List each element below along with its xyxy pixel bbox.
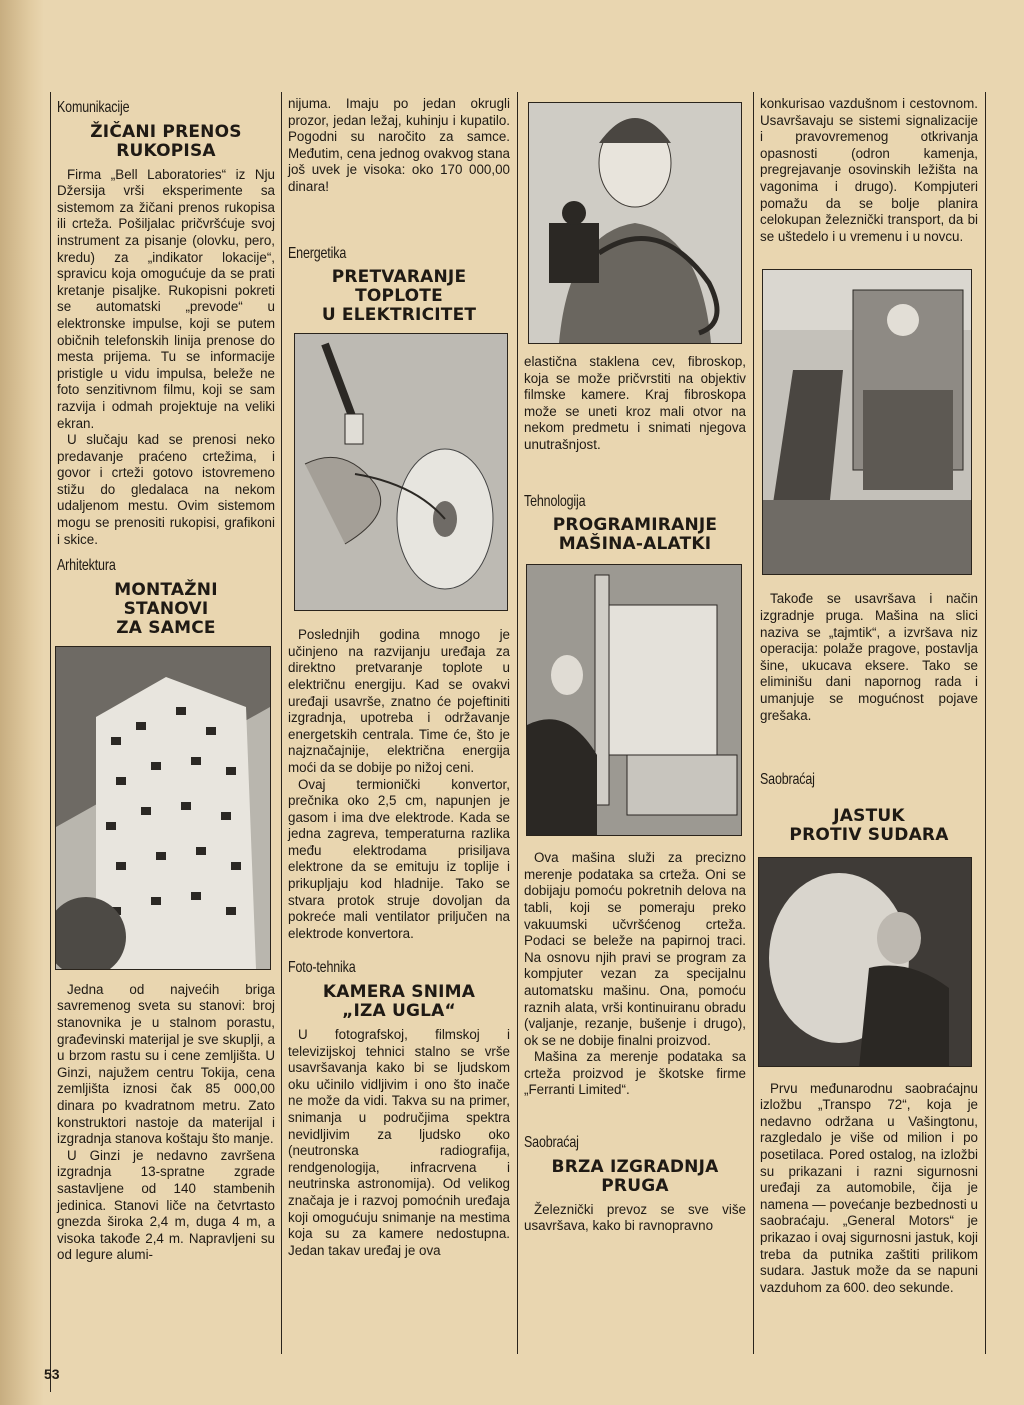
page-number: 53	[44, 1366, 60, 1382]
paragraph: Takođe se usavršava i način izgradnje pruga. Mašina na slici naziva se „tajmtik“, a izvršava niz operacija: polaže pragove, postavlja šine, ukucava eksere. Tako se eliminišu dani napornog rada i umanjuje se mogućnost pojave grešaka.	[760, 591, 978, 723]
thermionic-converter-photo	[294, 333, 508, 611]
column-rule	[985, 92, 986, 1354]
section-label: Foto-tehnika	[288, 959, 356, 977]
paragraph: U fotografskoj, filmskoj i televizijskoj tehnici stalno se vrše usavršavanja kako bi se ljudskom oku učinilo vidljivim i ono što inače ne može da vidi. Takva su na primer, snimanja u područjima spektra nevidljivim za ljudsko oko (neutronska radiografija, rendgenologija, infracrvena i neutrinska astronomija). Od velikog značaja je i razvoj pomoćnih uređaja koji omogućuju snimanje na mestima koja su za kamere nedostupna. Jedan takav uređaj je ova	[288, 1027, 510, 1258]
paragraph: Mašina za merenje podataka sa crteža proizvod je škotske firme „Ferranti Limited“.	[524, 1049, 746, 1098]
headline: PRETVARANJE TOPLOTE U ELEKTRICITET	[321, 267, 477, 326]
measuring-machine-photo	[526, 564, 742, 836]
column-3	[524, 96, 746, 1235]
machine-illustration	[527, 565, 741, 835]
section-label: Komunikacije	[57, 99, 130, 116]
headline: BRZA IZGRADNJA PRUGA	[551, 1156, 719, 1196]
safety-airbag-photo	[758, 857, 972, 1067]
headline: MONTAŽNI STANOVI ZA SAMCE	[114, 579, 218, 638]
column-rule	[281, 92, 282, 1354]
paragraph: nijuma. Imaju po jedan okrugli prozor, jedan ležaj, kuhinju i kupatilo. Pogodni su naročito za samce. Međutim, cena jednog ovakvog stana još uvek je visoka: oko 170 000,00 dinara!	[288, 96, 510, 194]
paragraph: Jedna od najvećih briga savremenog sveta su stanovi: broj stanovnika je u stalnom porastu, građevinski materijal je sve skuplji, a u brzom rastu su i cene zemljišta. U Ginzi, najužem centru Tokija, cena zemljišta iznosi čak 85 000,00 dinara po kvadratnom metru. Zato konstruktori nastoje da materijal i izgradnja stanova koštaju što manje.	[57, 981, 275, 1147]
paragraph: Železnički prevoz se sve više usavršava, kako bi ravnopravno	[524, 1201, 746, 1234]
paragraph: elastična staklena cev, fibroskop, koja se može pričvrstiti na objektiv filmske kamere. Kraj fibroskopa može se uneti kroz mali otvor na nekom predmetu i snimati njegova unutrašnjost.	[524, 354, 746, 452]
airbag-illustration	[759, 858, 971, 1066]
column-rule	[517, 92, 518, 1354]
section-label: Saobraćaj	[524, 1134, 579, 1152]
column-4	[760, 96, 978, 1296]
track-laying-machine-photo	[762, 269, 972, 575]
paragraph: Ova mašina služi za precizno merenje podataka sa crteža. Oni se dobijaju pomoću pokretnih delova na tabli, koji se pomeraju preko vakuumski učvršćenog crteža. Podaci se beleže na papirnoj traci. Na osnovu njih pravi se program za kompjuter vezan za specijalnu automatsku mašinu. Ona, pomoću raznih alata, vrši kontinuiranu obradu (valjanje, rezanje, bušenje i drugo), ok se ne dobije finalni proizvod.	[524, 850, 746, 1048]
column-1	[57, 96, 275, 1264]
headline: ŽIČANI PRENOS RUKOPISA	[90, 121, 242, 161]
section-label: Arhitektura	[57, 557, 116, 575]
column-2	[288, 96, 510, 1259]
paragraph: Ovaj termionički konvertor, prečnika oko 2,5 cm, napunjen je gasom i ima dve elektrode. Kada se jedna zagreva, temperaturna razlika među elektrodama prisiljava elektrone da se emituju iz toplije i prikupljaju kod hladnije. Tako se stvara protok struje dovoljan da pokreće mali ventilator priljučen na elektrode konvertora.	[288, 776, 510, 941]
section-label: Energetika	[288, 244, 347, 262]
fibroscope-camera-photo	[528, 102, 742, 344]
headline: PROGRAMIRANJE MAŠINA-ALATKI	[552, 515, 718, 555]
paragraph: U slučaju kad se prenosi neko predavanje praćeno crtežima, i govor i crteži gotovo istovremeno stižu do gledalaca na nekom udaljenom mestu. Ovim sistemom mogu se prenositi rukopisi, grafikoni i skice.	[57, 432, 275, 547]
headline: KAMERA SNIMA „IZA UGLA“	[322, 982, 476, 1022]
section-label: Saobraćaj	[760, 771, 815, 789]
paragraph: Poslednjih godina mnogo je učinjeno na razvijanju uređaja za direktno pretvaranje toplote u električnu energiju. Kad se ovakvi uređaji usavrše, znatno će pojeftiniti izgradnja, upotreba i održavanje energetskih centrala. Time će, što je najznačajnije, električna energija moći da se dobije po nižoj ceni.	[288, 627, 510, 775]
headline: JASTUK PROTIV SUDARA	[789, 805, 949, 845]
woman-with-camera-illustration	[529, 103, 741, 343]
paragraph: konkurisao vazdušnom i cestovnom. Usavršavaju se sistemi signalizacije i pravovremenog otkrivanja opasnosti (odron kamenja, pregrejavanje osovinskih ležišta na vagonima i drugo). Kompjuteri pomažu da se bolje planira celokupan železnički transport, da bi se uštedelo i u vremenu i u novcu.	[760, 96, 978, 244]
column-rule	[50, 92, 51, 1392]
column-rule	[753, 92, 754, 1354]
paragraph: Prvu međunarodnu saobraćajnu izložbu „Transpo 72“, koja je nedavno održana u Vašingtonu, razgledalo je više od milion i po posetilaca. Pored ostalog, na izložbi su prikazani i razni sigurnosni uređaji za automobile, čija je namena — povećanje bezbednosti u saobraćaju. „General Motors“ je prikazao i ovaj sigurnosni jastuk, koji treba da putnika zaštiti prilikom sudara. Jastuk može da se napuni vazduhom za 600. deo sekunde.	[760, 1080, 978, 1295]
capsule-tower-photo	[55, 646, 271, 970]
paragraph: Firma „Bell Laboratories“ iz Nju Džersija vrši eksperimente sa sistemom za žičani prenos rukopisa ili crteža. Pošiljalac pričvršćuje svoj instrument za pisanje (olovku, pero, kredu) za „indikator lokacije“, spravicu koja omogućuje da se prati kretanje pisaljke. Rukopisni pokreti se automatski „prevode“ u elektronske impulse, koji se putem običnih telefonskih linija prenose do mesta prijema. Tu se informacije pristigle u vidu impulsa, beleže ne foto senzitivnom filmu, koji se sam razvija i odmah projektuje na veliki ekran.	[57, 166, 275, 431]
converter-illustration	[295, 334, 507, 610]
building-illustration	[56, 647, 270, 969]
paragraph: U Ginzi je nedavno završena izgradnja 13-spratne zgrade sastavljene od 140 stambenih jedinica. Stanovi liče na četvrtasto gnezda široka 2,4 m, duga 4 m, a visoka takođe 2,4 m. Napravljeni su od legure alumi-	[57, 1147, 275, 1263]
section-label: Tehnologija	[524, 492, 586, 510]
track-machine-illustration	[763, 270, 971, 574]
page-binding-edge	[0, 0, 44, 1405]
